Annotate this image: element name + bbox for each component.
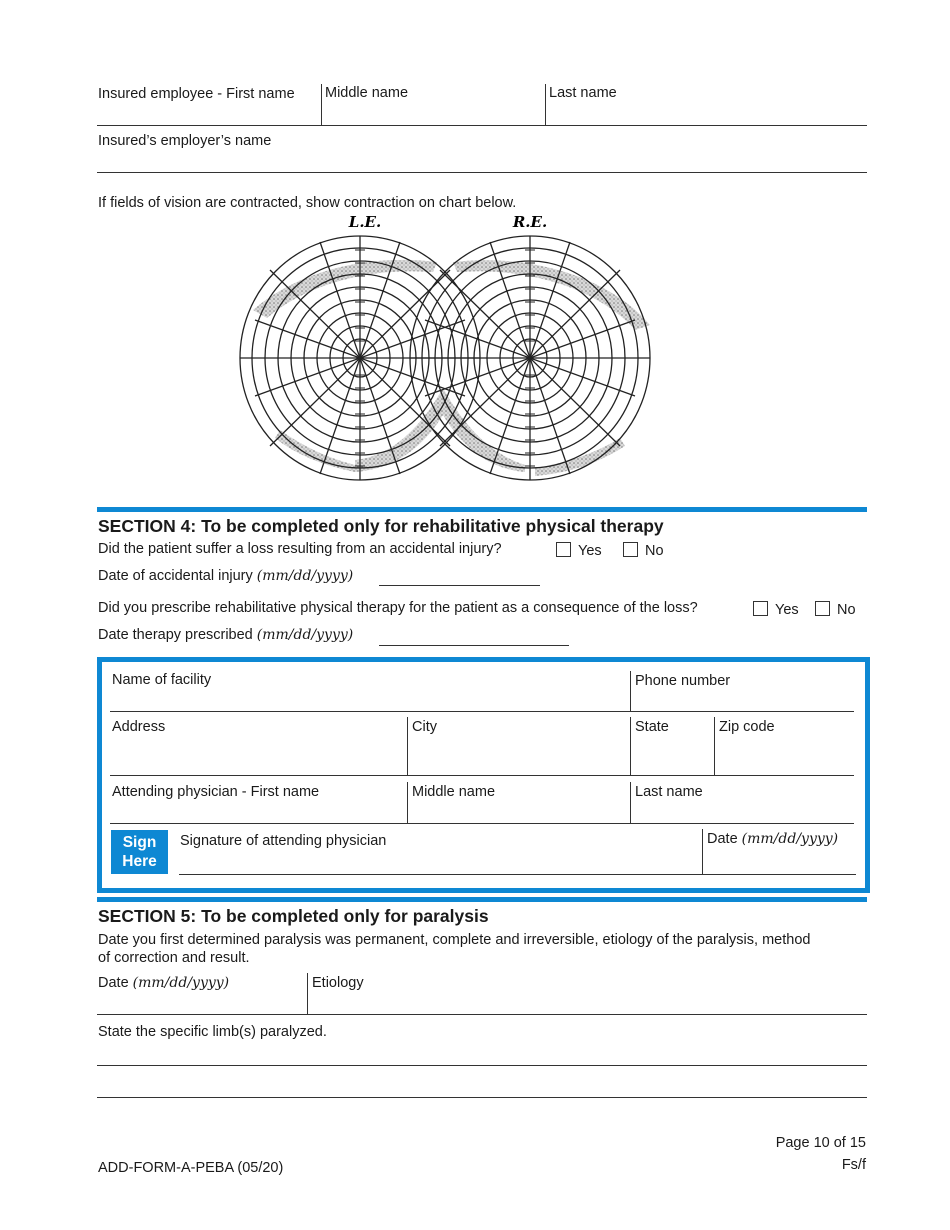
left-eye-label: L.E. [348, 213, 382, 231]
limbs-field-line[interactable] [97, 1065, 867, 1066]
signature-label: Signature of attending physician [180, 833, 387, 849]
first-name-label: Insured employee - First name [98, 86, 295, 102]
field-divider [630, 782, 631, 823]
sign-here-badge: Sign Here [111, 830, 168, 874]
employer-label: Insured’s employer’s name [98, 133, 272, 149]
state-label: State [635, 719, 669, 735]
therapy-question: Did you prescribe rehabilitative physical therapy for the patient as a consequence of the loss? [98, 600, 698, 616]
field-divider [630, 671, 631, 711]
signature-field-line[interactable] [179, 874, 856, 875]
paralysis-date-label: Date (mm/dd/yyyy) [98, 975, 230, 991]
injury-date-label: Date of accidental injury (mm/dd/yyyy) [98, 568, 354, 584]
signature-date-label: Date (mm/dd/yyyy) [707, 831, 839, 847]
limbs-field-line-2[interactable] [97, 1097, 867, 1098]
zip-label: Zip code [719, 719, 775, 735]
etiology-label: Etiology [312, 975, 364, 991]
section4-title: SECTION 4: To be completed only for rehabilitative physical therapy [98, 516, 664, 536]
field-divider [714, 717, 715, 775]
limbs-label: State the specific limb(s) paralyzed. [98, 1024, 327, 1040]
paralysis-instruction-line1: Date you first determined paralysis was permanent, complete and irreversible, etiology of the paralysis, method [98, 932, 811, 948]
contraction-shading [253, 260, 650, 476]
injury-date-field[interactable] [379, 585, 540, 586]
checkbox-icon[interactable] [815, 601, 830, 616]
physician-field-line[interactable] [110, 823, 854, 824]
injury-no-option[interactable]: No [623, 542, 664, 559]
address-field-line[interactable] [110, 775, 854, 776]
field-divider [702, 829, 703, 874]
footer-code: Fs/f [841, 1157, 866, 1173]
therapy-date-label: Date therapy prescribed (mm/dd/yyyy) [98, 627, 354, 643]
page-number: Page 10 of 15 [775, 1135, 866, 1151]
physician-first-label: Attending physician - First name [112, 784, 320, 800]
section5-title: SECTION 5: To be completed only for paralysis [98, 906, 489, 926]
physician-middle-label: Middle name [412, 784, 496, 800]
checkbox-icon[interactable] [623, 542, 638, 557]
paralysis-instruction-line2: of correction and result. [98, 950, 250, 966]
field-divider [307, 973, 308, 1014]
middle-name-label: Middle name [325, 85, 409, 101]
therapy-date-field[interactable] [379, 645, 569, 646]
checkbox-icon[interactable] [753, 601, 768, 616]
field-divider [630, 717, 631, 775]
last-name-label: Last name [549, 85, 617, 101]
facility-field-line[interactable] [110, 711, 854, 712]
section5-bar [97, 897, 867, 902]
checkbox-icon[interactable] [556, 542, 571, 557]
name-field-line[interactable] [97, 125, 867, 126]
etiology-field-line[interactable] [97, 1014, 867, 1015]
form-id: ADD-FORM-A-PEBA (05/20) [98, 1160, 284, 1176]
field-divider [321, 84, 322, 125]
vision-field-chart[interactable] [205, 210, 675, 499]
section4-bar [97, 507, 867, 512]
physician-last-label: Last name [635, 784, 703, 800]
injury-question: Did the patient suffer a loss resulting from an accidental injury? [98, 541, 502, 557]
injury-yes-option[interactable]: Yes [556, 542, 602, 559]
address-label: Address [112, 719, 166, 735]
employer-field-line[interactable] [97, 172, 867, 173]
field-divider [545, 84, 546, 125]
field-divider [407, 717, 408, 775]
therapy-no-option[interactable]: No [815, 601, 856, 618]
vision-instruction: If fields of vision are contracted, show contraction on chart below. [98, 195, 517, 211]
city-label: City [412, 719, 437, 735]
field-divider [407, 782, 408, 823]
right-eye-label: R.E. [512, 213, 548, 231]
facility-label: Name of facility [112, 672, 212, 688]
therapy-yes-option[interactable]: Yes [753, 601, 799, 618]
phone-label: Phone number [635, 673, 731, 689]
